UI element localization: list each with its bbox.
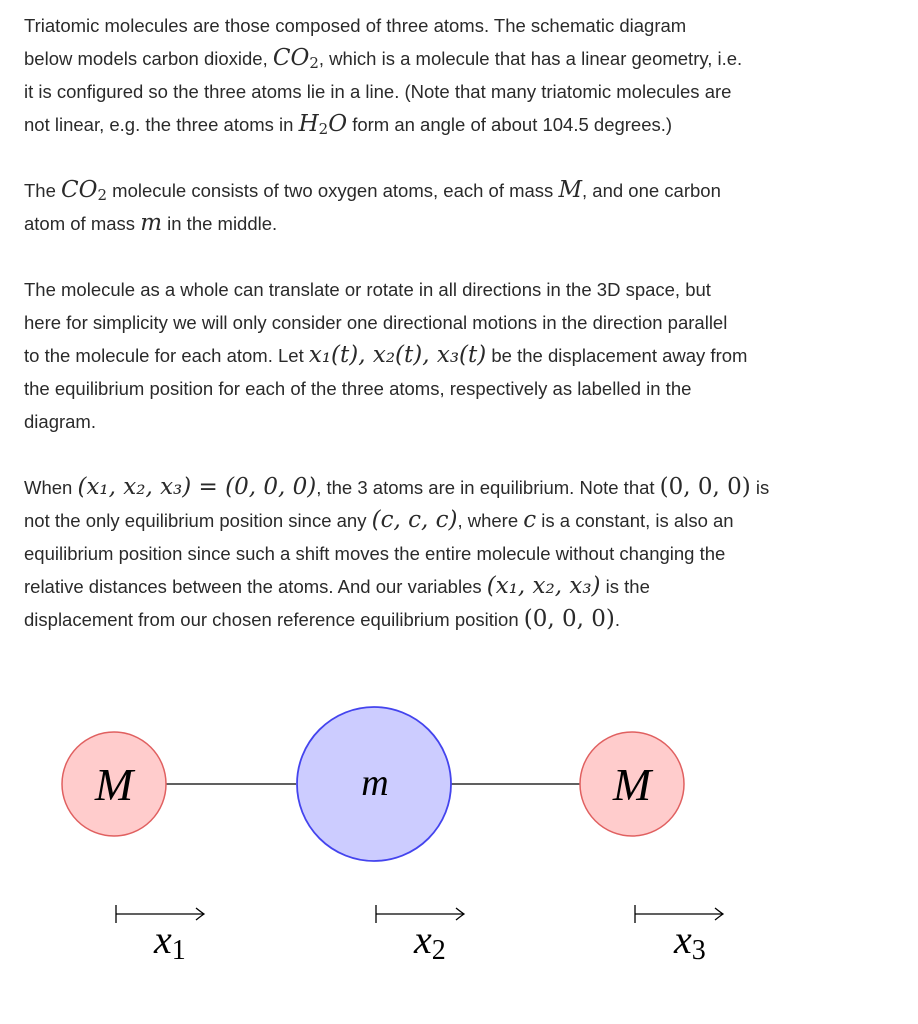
text-segment: , where — [457, 510, 524, 531]
text-segment: is the — [600, 576, 650, 597]
displacement-label-x1: x1 — [154, 917, 186, 966]
formula-subscript: 2 — [97, 186, 108, 204]
formula-h2o — [299, 111, 347, 137]
text-line: it is configured so the three atoms lie in a line. (Note that many triatomic molecules are — [24, 81, 732, 102]
text-segment: relative distances between the atoms. And our variables — [24, 576, 487, 597]
text-line — [24, 471, 884, 504]
text-segment: displacement from our chosen reference equilibrium position — [24, 609, 524, 630]
math-equilibrium-equation: (x₁, x₂, x₃) = (0, 0, 0) — [77, 474, 317, 500]
math-displacements: x₁(t), x₂(t), x₃(t) — [308, 342, 487, 368]
text-segment: atom of mass — [24, 213, 141, 234]
text-segment: in the middle. — [162, 213, 278, 234]
atom-center-label: m — [361, 762, 389, 804]
formula-text: O — [328, 111, 348, 137]
text-line — [24, 504, 884, 537]
text-line — [24, 570, 884, 603]
text-line: Triatomic molecules are those composed of three atoms. The schematic diagram — [24, 15, 687, 36]
paragraph-masses — [24, 174, 884, 240]
text-segment: , the 3 atoms are in equilibrium. Note that — [316, 477, 660, 498]
text-segment: not the only equilibrium position since any — [24, 510, 372, 531]
atom-right-label: M — [612, 759, 652, 810]
text-segment: When — [24, 477, 78, 498]
text-segment: . — [614, 609, 620, 630]
paragraph-intro — [24, 9, 884, 141]
text-segment: below models carbon dioxide, — [24, 48, 273, 69]
formula-subscript: 2 — [318, 120, 329, 138]
text-line: the equilibrium position for each of the three atoms, respectively as labelled in the — [24, 378, 692, 399]
math-origin: (0, 0, 0) — [523, 606, 615, 632]
text-line: The molecule as a whole can translate or rotate in all directions in the 3D space, but — [24, 279, 711, 300]
text-line — [24, 174, 884, 207]
math-mass-M: M — [558, 177, 583, 203]
text-segment: The — [24, 180, 62, 201]
text-line — [24, 42, 884, 75]
text-line — [24, 339, 884, 372]
text-line: here for simplicity we will only consider one directional motions in the direction parallel — [24, 312, 728, 333]
math-variables: (x₁, x₂, x₃) — [486, 573, 601, 599]
text-segment: molecule consists of two oxygen atoms, each of mass — [107, 180, 559, 201]
displacement-label-x3: x3 — [674, 917, 706, 966]
math-origin: (0, 0, 0) — [659, 474, 751, 500]
math-mass-m: m — [140, 210, 162, 236]
text-line: diagram. — [24, 411, 96, 432]
formula-text: CO — [61, 177, 98, 203]
math-constant-c: c — [523, 507, 537, 533]
text-segment: not linear, e.g. the three atoms in — [24, 114, 299, 135]
co2-molecule-diagram — [23, 669, 804, 1007]
atom-left-label: M — [94, 759, 134, 810]
formula-text: H — [298, 111, 319, 137]
formula-subscript: 2 — [309, 54, 319, 72]
text-line — [24, 207, 884, 240]
displacement-label-x2: x2 — [414, 917, 446, 966]
text-line — [24, 108, 884, 141]
text-segment: is a constant, is also an — [536, 510, 734, 531]
text-segment: is — [750, 477, 770, 498]
text-segment: , which is a molecule that has a linear geometry, i.e. — [318, 48, 743, 69]
formula-co2 — [61, 177, 107, 203]
text-segment: , and one carbon — [582, 180, 721, 201]
text-line — [24, 603, 884, 636]
paragraph-motion — [24, 273, 884, 438]
formula-co2 — [273, 45, 319, 71]
text-line: equilibrium position since such a shift moves the entire molecule without changing the — [24, 543, 726, 564]
math-ccc: (c, c, c) — [371, 507, 458, 533]
paragraph-equilibrium — [24, 471, 884, 636]
text-segment: to the molecule for each atom. Let — [24, 345, 309, 366]
text-segment: be the displacement away from — [486, 345, 748, 366]
formula-text: CO — [272, 45, 310, 71]
text-segment: form an angle of about 104.5 degrees.) — [347, 114, 673, 135]
